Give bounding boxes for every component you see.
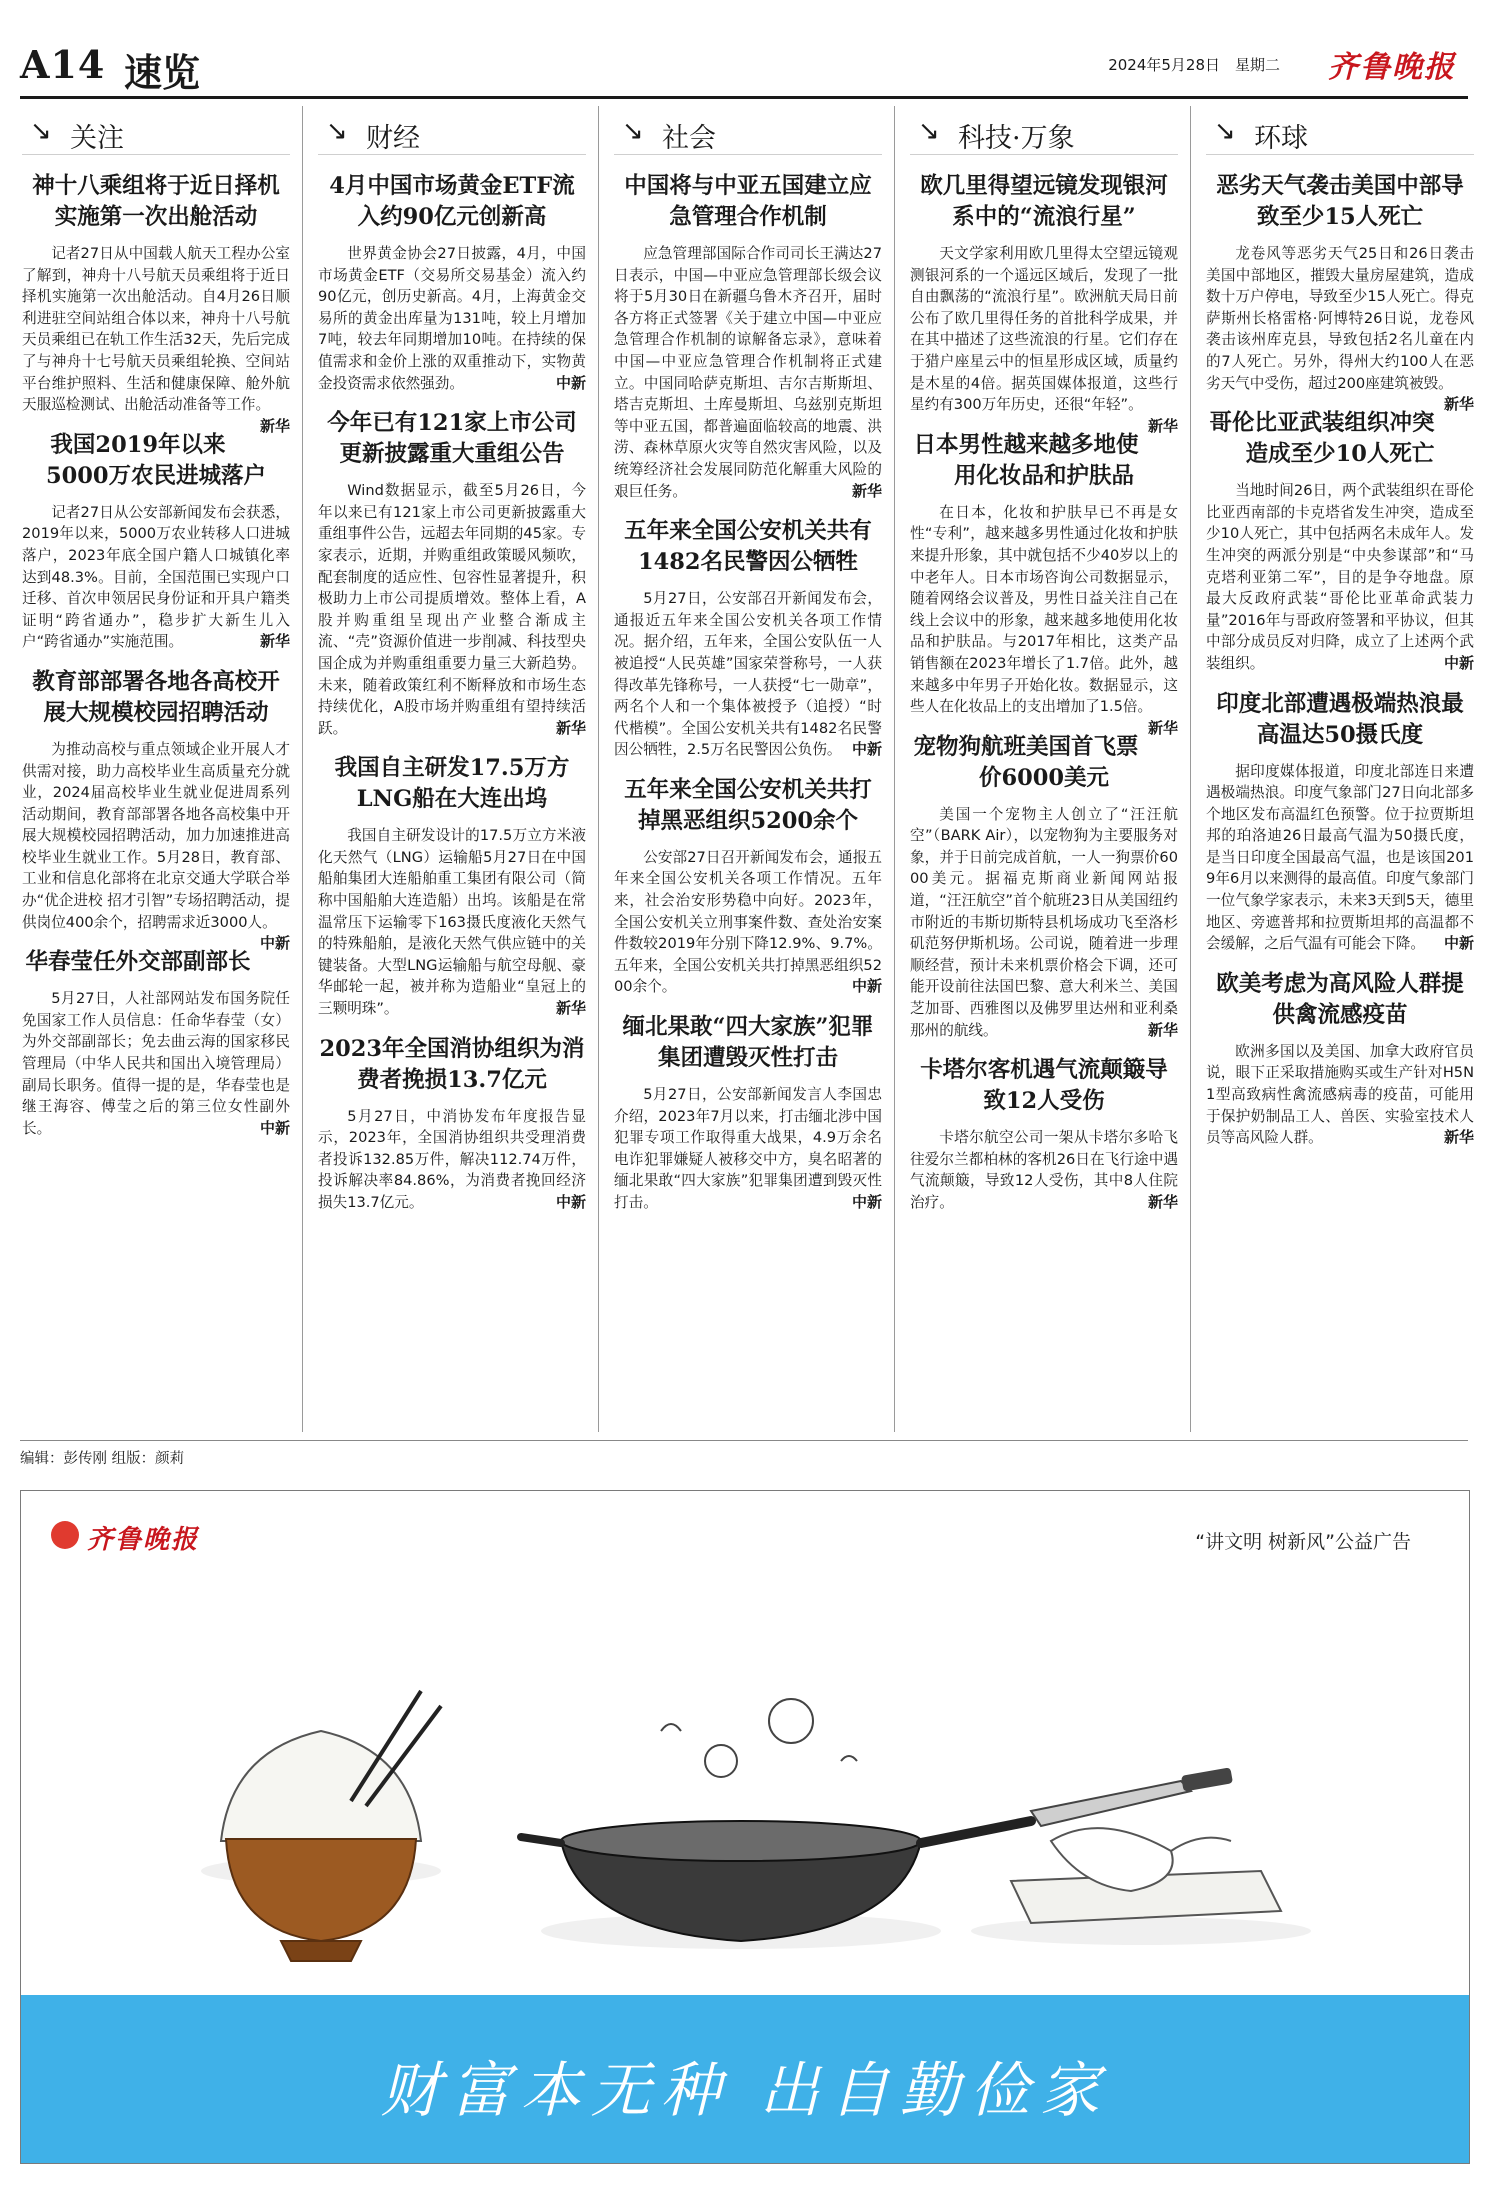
newspaper-logo: 齐鲁晚报	[1328, 50, 1456, 85]
column-divider	[598, 106, 599, 1432]
article-headline: 哥伦比亚武装组织冲突造成至少10人死亡	[1209, 410, 1435, 468]
article-source: 新华	[1147, 1193, 1178, 1211]
ad-logo: 齐鲁晚报	[87, 1525, 200, 1555]
article-source: 新华	[1443, 395, 1474, 414]
column-header	[614, 106, 882, 155]
article-body	[22, 739, 290, 953]
masthead	[20, 36, 1468, 94]
article-headline: 教育部部署各地各高校开展大规模校园招聘活动	[32, 668, 280, 726]
article-source: 新华	[259, 416, 290, 435]
article-body	[1206, 761, 1474, 955]
article-headline: 恶劣天气袭击美国中部导致至少15人死亡	[1216, 173, 1464, 230]
news-article	[22, 171, 290, 435]
column-header	[910, 106, 1178, 155]
news-article	[1206, 408, 1474, 674]
issue-weekday: 星期二	[1234, 56, 1280, 74]
cutting-board-icon	[971, 1767, 1311, 1945]
editor-credit: 编辑：彭传刚 组版：颜莉	[20, 1440, 1468, 1469]
news-article	[1206, 969, 1474, 1149]
arrow-down-right-icon: ↘	[622, 116, 644, 146]
masthead-rule	[20, 96, 1468, 99]
column-title: 关注	[70, 123, 124, 154]
article-body	[1206, 1041, 1474, 1149]
article-source: 新华	[1147, 718, 1178, 737]
article-source: 中新	[851, 740, 882, 759]
column-divider	[302, 106, 303, 1432]
article-headline: 我国2019年以来5000万农民进城落户	[45, 431, 267, 489]
news-article	[910, 1055, 1178, 1213]
column-header	[1206, 106, 1474, 155]
article-source: 新华	[555, 999, 586, 1018]
article-headline: 中国将与中亚五国建立应急管理合作机制	[624, 173, 872, 230]
article-text: 天文学家利用欧几里得太空望远镜观测银河系的一个遥远区域后，发现了一批自由飘荡的“流浪行星”。欧洲航天局日前公布了欧几里得任务的首批科学成果，并在其中描述了这些流浪的行星。它们存在于猎户座星云中的恒星形成区域，质量约是木星的4倍。据英国媒体报道，这些行星约有300万年历史，还很“年轻”。	[910, 245, 1178, 414]
column-header	[318, 106, 586, 155]
arrow-down-right-icon: ↘	[326, 116, 348, 146]
page-number: A14	[20, 42, 106, 87]
article-headline: 欧几里得望远镜发现银河系中的“流浪行星”	[920, 173, 1168, 230]
article-body	[318, 1106, 586, 1214]
news-article	[22, 430, 290, 653]
article-body	[614, 588, 882, 761]
article-headline: 宠物狗航班美国首飞票价6000美元	[913, 733, 1139, 791]
article-text: 在日本，化妆和护肤早已不再是女性“专利”，越来越多男性通过化妆和护肤来提升形象，其中就包括不少40岁以上的中老年人。日本市场咨询公司数据显示，随着网络会议普及，男性日益关注自己在线上会议中的形象，越来越多地使用化妆品和护肤品。与2017年相比，这类产品销售额在2023年增长了1.7倍。此外，越来越多中年男子开始化妆。数据显示，这些人在化妆品上的支出增加了1.5倍。	[910, 503, 1178, 716]
column-title: 财经	[366, 123, 420, 154]
article-source: 中新	[851, 1193, 882, 1211]
news-article	[614, 1012, 882, 1214]
wok-icon	[521, 1699, 1031, 1949]
arrow-down-right-icon: ↘	[918, 116, 940, 146]
article-headline: 华春莹任外交部副部长	[25, 949, 251, 976]
news-article	[910, 171, 1178, 435]
article-text: 我国自主研发设计的17.5万立方米液化天然气（LNG）运输船5月27日在中国船舶集团大连船舶重工集团有限公司（简称中国船舶大连造船）出坞。该船是在常温常压下运输零下163摄氏度液化天然气的特殊船舶，是液化天然气供应链中的关键装备。大型LNG运输船与航空母舰、豪华邮轮一起，被并称为造船业“皇冠上的三颗明珠”。	[318, 827, 586, 1018]
article-headline: 今年已有121家上市公司更新披露重大重组公告	[327, 410, 577, 468]
article-headline: 我国自主研发17.5万方LNG船在大连出坞	[334, 755, 570, 813]
article-source: 中新	[259, 934, 290, 953]
article-source: 中新	[1443, 934, 1474, 953]
article-headline: 缅北果敢“四大家族”犯罪集团遭毁灭性打击	[622, 1014, 874, 1072]
article-source: 新华	[1147, 416, 1178, 435]
article-text: 5月27日，公安部召开新闻发布会，通报近五年来全国公安机关各项工作情况。据介绍，五年来，全国公安队伍一人被追授“人民英雄”国家荣誉称号，一人获得改革先锋称号，一人获授“七一勋章”，两名个人和一个集体被授予（追授）“时代楷模”。全国公安机关共有1482名民警因公牺牲，2.5万名民警因公负伤。	[614, 590, 882, 759]
article-text: 记者27日从中国载人航天工程办公室了解到，神舟十八号航天员乘组将于近日择机实施第一次出舱活动。自4月26日顺利进驻空间站组合体以来，神舟十八号航天员乘组已在轨工作生活32天，先后完成了与神舟十七号航天员乘组轮换、空间站平台维护照料、生活和健康保障、舱外航天服巡检测试、出舱活动准备等工作。	[22, 245, 290, 414]
news-column	[318, 106, 586, 1432]
column-title: 科技·万象	[958, 123, 1075, 154]
article-body	[910, 804, 1178, 1042]
section-name: 速览	[124, 50, 201, 95]
article-body	[1206, 243, 1474, 414]
news-article	[614, 171, 882, 502]
column-header	[22, 106, 290, 155]
article-body	[614, 1084, 882, 1214]
article-source: 新华	[851, 481, 882, 500]
news-article	[318, 1034, 586, 1214]
rice-bowl-icon	[201, 1691, 441, 1961]
news-article	[318, 171, 586, 394]
article-source: 新华	[555, 718, 586, 737]
article-headline: 印度北部遭遇极端热浪最高温达50摄氏度	[1216, 690, 1464, 748]
arrow-down-right-icon: ↘	[1214, 116, 1236, 146]
article-source: 中新	[1443, 653, 1474, 672]
article-body	[910, 243, 1178, 435]
column-divider	[1190, 106, 1191, 1432]
ad-illustration	[21, 1611, 1469, 2041]
article-headline: 4月中国市场黄金ETF流入约90亿元创新高	[329, 173, 575, 230]
article-source: 新华	[1443, 1128, 1474, 1147]
news-article	[318, 753, 586, 1019]
article-body	[910, 1127, 1178, 1213]
news-article	[910, 430, 1178, 737]
article-body	[318, 825, 586, 1019]
article-body	[22, 988, 290, 1139]
public-service-ad	[20, 1490, 1470, 2164]
article-text: 记者27日从公安部新闻发布会获悉，2019年以来，5000万农业转移人口进城落户，2023年底全国户籍人口城镇化率达到48.3%。目前，全国范围已实现户口迁移、首次申领居民身份证和开具户籍类证明“跨省通办”，稳步扩大新生儿入户“跨省通办”实施范围。	[22, 503, 290, 651]
column-divider	[894, 106, 895, 1432]
article-headline: 日本男性越来越多地使用化妆品和护肤品	[913, 431, 1139, 489]
ad-slogan: 财富本无种 出自勤俭家	[380, 2056, 1110, 2126]
article-text: 为推动高校与重点领域企业开展人才供需对接，助力高校毕业生高质量充分就业，2024届高校毕业生就业促进周系列活动期间，教育部部署各地各高校集中开展大规模校园招聘活动，加力加速推进高校毕业生就业工作。5月28日，教育部、工业和信息化部将在北京交通大学联合举办“优企进校 招才引智”专场招聘活动，提供岗位400余个，招聘需求近3000人。	[22, 740, 290, 931]
article-text: 欧洲多国以及美国、加拿大政府官员说，眼下正采取措施购买或生产针对H5N1型高致病性禽流感病毒的疫苗，可能用于保护奶制品工人、兽医、实验室技术人员等高风险人群。	[1206, 1042, 1474, 1147]
news-article	[318, 408, 586, 739]
article-text: 5月27日，中消协发布年度报告显示，2023年，全国消协组织共受理消费者投诉132.85万件，解决112.74万件，投诉解决率84.86%，为消费者挽回经济损失13.7亿元。	[318, 1107, 586, 1211]
news-article	[614, 775, 882, 998]
news-column	[910, 106, 1178, 1432]
article-body	[614, 243, 882, 502]
article-body	[22, 243, 290, 435]
news-column	[614, 106, 882, 1432]
article-text: 世界黄金协会27日披露，4月，中国市场黄金ETF（交易所交易基金）流入约90亿元，创历史新高。4月，上海黄金交易所的黄金出库量为131吨，较上月增加7吨，较去年同期增加10吨。在持续的保值需求和金价上涨的双重推动下，实物黄金投资需求依然强劲。	[318, 245, 586, 392]
issue-date: 2024年5月28日	[1108, 56, 1220, 74]
article-text: 5月27日，公安部新闻发言人李国忠介绍，2023年7月以来，打击缅北涉中国犯罪专项工作取得重大战果，4.9万余名电诈犯罪嫌疑人被移交中方，臭名昭著的缅北果敢“四大家族”犯罪集团遭到毁灭性打击。	[614, 1086, 882, 1211]
article-source: 中新	[555, 373, 586, 392]
article-headline: 神十八乘组将于近日择机实施第一次出舱活动	[32, 173, 280, 230]
article-text: 应急管理部国际合作司司长王满达27日表示，中国—中亚应急管理部长级会议将于5月30日在新疆乌鲁木齐召开，届时各方将正式签署《关于建立中国—中亚应急管理合作机制的谅解备忘录》，意味着中国—中亚应急管理合作机制将正式建立。中国同哈萨克斯坦、吉尔吉斯斯坦、塔吉克斯坦、土库曼斯坦、乌兹别克斯坦等中亚五国，都普遍面临较高的地震、洪涝、森林草原火灾等自然灾害风险，以及统筹经济社会发展同防范化解重大风险的艰巨任务。	[614, 245, 882, 500]
column-title: 环球	[1254, 123, 1308, 154]
news-article	[1206, 689, 1474, 955]
article-source: 新华	[259, 632, 290, 651]
article-headline: 欧美考虑为高风险人群提供禽流感疫苗	[1216, 970, 1464, 1028]
news-article	[614, 516, 882, 761]
article-body	[614, 847, 882, 998]
news-article	[22, 667, 290, 953]
article-source: 中新	[259, 1118, 290, 1137]
article-text: 公安部27日召开新闻发布会，通报五年来全国公安机关各项工作情况。五年来，社会治安形势稳中向好。2023年，全国公安机关立刑事案件数、查处治安案件数较2019年分别下降12.9%、9.7%。五年来，全国公安机关共打掉黑恶组织5200余个。	[614, 848, 882, 996]
article-source: 新华	[1147, 1020, 1178, 1039]
slogan-band	[21, 1995, 1469, 2163]
news-article	[22, 947, 290, 1139]
news-article	[910, 732, 1178, 1042]
column-title: 社会	[662, 123, 716, 154]
article-headline: 五年来全国公安机关共有1482名民警因公牺牲	[624, 518, 872, 576]
article-text: 龙卷风等恶劣天气25日和26日袭击美国中部地区，摧毁大量房屋建筑，造成数十万户停电，导致至少15人死亡。得克萨斯州长格雷格·阿博特26日说，龙卷风袭击该州库克县，导致包括2名儿童在内的7人死亡。另外，得州大约100人在恶劣天气中受伤，超过200座建筑被毁。	[1206, 245, 1474, 392]
news-column	[22, 106, 290, 1432]
article-body	[318, 243, 586, 394]
arrow-down-right-icon: ↘	[30, 116, 52, 146]
ad-tag: “讲文明 树新风”公益广告	[1195, 1531, 1411, 1553]
article-text: Wind数据显示，截至5月26日，今年以来已有121家上市公司更新披露重大重组事件公告，远超去年同期的45家。专家表示，近期，并购重组政策暖风频吹，配套制度的适应性、包容性显著提升，积极助力上市公司提质增效。整体上看，A股并购重组呈现出产业整合渐成主流、“壳”资源价值进一步削减、科技型央国企成为并购重组重要力量三大新趋势。未来，随着政策红利不断释放和市场生态持续优化，A股市场并购重组有望持续活跃。	[318, 482, 586, 737]
article-text: 卡塔尔航空公司一架从卡塔尔多哈飞往爱尔兰都柏林的客机26日在飞行途中遇气流颠簸，导致12人受伤，其中8人住院治疗。	[910, 1129, 1178, 1211]
article-body	[1206, 480, 1474, 674]
news-article	[1206, 171, 1474, 414]
article-source: 中新	[851, 977, 882, 996]
news-column	[1206, 106, 1474, 1432]
article-body	[318, 480, 586, 739]
article-body	[910, 502, 1178, 737]
article-text: 据印度媒体报道，印度北部连日来遭遇极端热浪。印度气象部门27日向北部多个地区发布高温红色预警。位于拉贾斯坦邦的珀洛迪26日最高气温为50摄氏度，是当日印度全国最高气温，也是该国2019年6月以来测得的最高值。印度气象部门一位气象学家表示，未来3天到5天，德里地区、旁遮普邦和拉贾斯坦邦的高温都不会缓解，之后气温有可能会下降。	[1206, 762, 1474, 953]
article-source: 中新	[555, 1193, 586, 1211]
article-headline: 五年来全国公安机关共打掉黑恶组织5200余个	[624, 776, 872, 834]
article-body	[22, 502, 290, 653]
article-headline: 2023年全国消协组织为消费者挽损13.7亿元	[319, 1035, 585, 1093]
article-text: 当地时间26日，两个武装组织在哥伦比亚西南部的卡克塔省发生冲突，造成至少10人死亡，其中包括两名未成年人。发生冲突的两派分别是“中央参谋部”和“马克塔利亚第二军”，目的是争夺地盘。原最大反政府武装“哥伦比亚革命武装力量”2016年与哥政府签署和平协议，但其中部分成员反对归降，成立了上述两个武装组织。	[1206, 482, 1474, 672]
article-text: 美国一个宠物主人创立了“汪汪航空”（BARK Air），以宠物狗为主要服务对象，并于日前完成首航，一人一狗票价6000美元。据福克斯商业新闻网站报道，“汪汪航空”首个航班23日从美国纽约市附近的韦斯切斯特县机场成功飞至洛杉矶范努伊斯机场。公司说，随着进一步理顺经营，预计未来机票价格会下调，还可能开设前往法国巴黎、意大利米兰、美国芝加哥、西雅图以及佛罗里达州和亚利桑那州的航线。	[910, 805, 1178, 1039]
article-headline: 卡塔尔客机遇气流颠簸导致12人受伤	[920, 1057, 1168, 1115]
article-text: 5月27日，人社部网站发布国务院任免国家工作人员信息：任命华春莹（女）为外交部副部长；免去曲云海的国家移民管理局（中华人民共和国出入境管理局）副局长职务。值得一提的是，华春莹也是继王海容、傅莹之后的第三位女性副外长。	[22, 990, 290, 1137]
